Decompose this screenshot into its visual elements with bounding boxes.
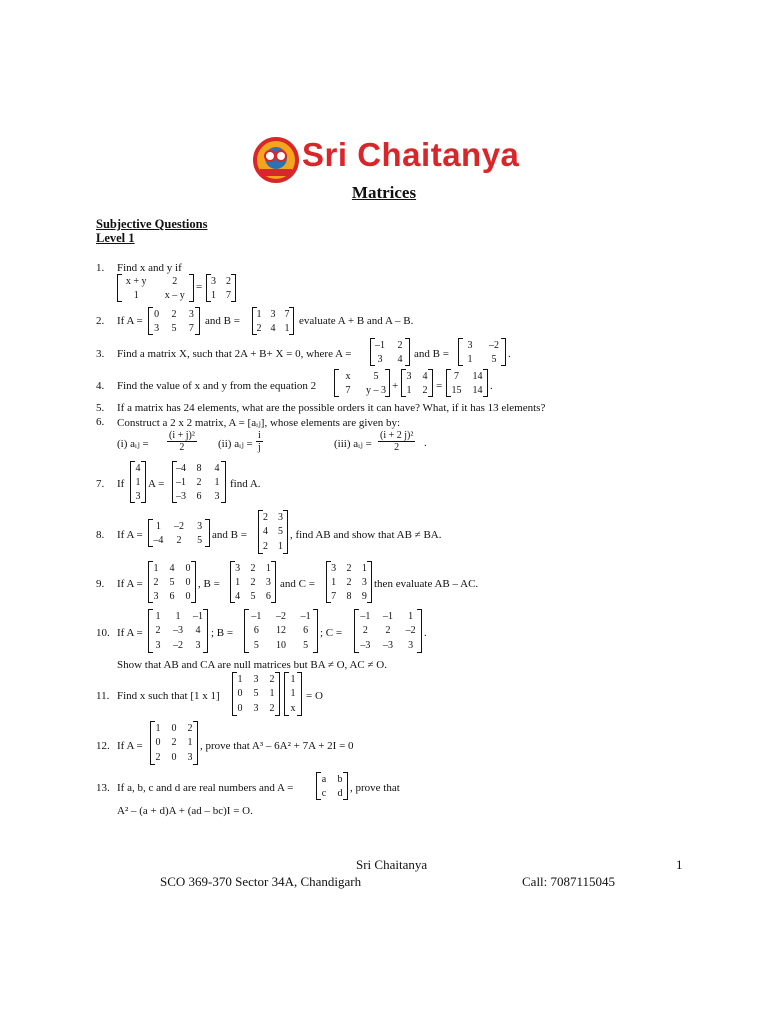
matrix-cell: 2 [263,541,268,553]
matrix-cell: 7 [331,590,337,602]
footer-brand: Sri Chaitanya [356,857,428,872]
matrix-cell: 7 [345,384,351,396]
q10-matrix-a [148,609,208,653]
matrix-cell: 6 [253,625,259,637]
q6-text: Construct a 2 x 2 matrix, A = [aᵢⱼ], whose elements are given by: [117,417,401,429]
q4-matrix-c [446,369,488,397]
matrix-cell: 2 [155,752,161,764]
matrix-cell: 6 [303,625,309,637]
matrix-cell: 2 [422,384,428,396]
matrix-cell: 1 [133,289,139,301]
q9-matrix-c [326,561,372,603]
matrix-cell: 2 [263,511,268,523]
matrix-cell: 5 [171,322,177,334]
matrix-cell: –3 [360,640,371,652]
matrix-cell: 2 [172,275,178,287]
q4-text-end: . [490,380,493,392]
q11-text-pre: Find x such that [1 x 1] [117,690,220,702]
matrix-cell: b [337,773,343,785]
q2-matrix-a [148,307,200,335]
matrix-cell: x [290,703,296,715]
q1-number: 1. [96,262,105,274]
matrix-cell: 0 [237,703,243,715]
brand-emblem-icon [252,136,300,184]
q6-part-i: (i) aᵢⱼ = [117,438,149,450]
q2-matrix-b [252,307,294,335]
matrix-cell: –1 [176,476,186,488]
matrix-cell: 2 [171,737,177,749]
matrix-cell: 3 [265,576,271,588]
matrix-cell: –4 [153,534,164,546]
q9-text-mid1: , B = [198,578,220,590]
matrix-cell: 4 [397,353,403,365]
matrix-cell: 2 [226,275,231,287]
matrix-cell: 0 [154,308,160,320]
matrix-cell: 7 [454,370,459,382]
matrix-cell: 6 [169,590,175,602]
matrix-cell: 5 [278,526,283,538]
matrix-cell: 5 [197,534,203,546]
q9-text-post: then evaluate AB – AC. [374,578,479,590]
matrix-cell: 3 [195,640,201,652]
matrix-cell: 2 [385,625,391,637]
q11-matrix-b [284,672,302,716]
matrix-cell: 7 [226,289,231,301]
matrix-cell: 2 [269,703,275,715]
q10-text-mid1: ; B = [211,627,234,639]
matrix-cell: 5 [253,640,259,652]
matrix-cell: 2 [196,476,202,488]
matrix-cell: 1 [467,353,473,365]
q6-part-i-fraction [167,430,197,453]
matrix-cell: 2 [179,442,185,453]
matrix-cell: 3 [135,490,141,502]
q9-matrix-a [148,561,196,603]
matrix-cell: –2 [275,610,286,622]
matrix-cell: 8 [196,462,202,474]
matrix-cell: 1 [361,562,367,574]
matrix-cell: 1 [237,673,243,685]
q11-matrix-a [232,672,280,716]
q2-text-pre: If A = [117,315,143,327]
q6-part-ii-fraction [256,430,263,453]
q13-text-line2: A² – (a + d)A + (ad – bc)I = O. [117,805,253,817]
q13-matrix-a [316,772,348,800]
q3-number: 3. [96,348,105,360]
page-title: Matrices [351,183,417,202]
q6-number: 6. [96,416,105,428]
matrix-cell: 1 [155,610,161,622]
matrix-cell: i [258,430,261,441]
matrix-cell: 3 [253,673,259,685]
q6-part-iii-fraction [378,430,415,453]
matrix-cell: 1 [214,476,220,488]
matrix-cell: 3 [235,562,241,574]
matrix-cell: 4 [214,462,220,474]
q10-text-end: . [424,627,427,639]
matrix-cell: 5 [253,688,259,700]
matrix-cell: 1 [269,688,275,700]
matrix-cell: 1 [153,562,159,574]
matrix-cell: 4 [422,370,428,382]
q9-number: 9. [96,578,105,590]
q5-text: If a matrix has 24 elements, what are the possible orders it can have? What, if it has 13 elements? [117,402,546,414]
matrix-cell: 10 [275,640,286,652]
matrix-cell: 3 [155,640,161,652]
matrix-cell: 1 [284,322,290,334]
subheading: Subjective Questions [96,217,208,231]
q9-text-mid2: and C = [280,578,315,590]
matrix-cell: 0 [185,562,191,574]
q6-part-iii: (iii) aᵢⱼ = [334,438,372,450]
q7-text-mid: A = [148,478,165,490]
matrix-cell: 5 [169,576,175,588]
matrix-cell: –1 [251,610,262,622]
matrix-cell: 12 [275,625,286,637]
q8-text-mid: and B = [212,529,247,541]
q2-text-post: evaluate A + B and A – B. [299,315,414,327]
matrix-cell: –1 [193,610,203,622]
footer-phone: Call: 7087115045 [522,874,616,889]
q10-number: 10. [96,627,110,639]
q10-text-mid2: ; C = [320,627,343,639]
q9-text-pre: If A = [117,578,143,590]
q3-text-end: . [508,348,511,360]
q7-matrix-a [130,461,146,503]
matrix-cell: 1 [278,541,283,553]
matrix-cell: –4 [176,462,186,474]
q11-text-post: = O [306,690,323,702]
matrix-cell: 3 [377,353,383,365]
matrix-cell: 0 [171,752,177,764]
q10-text-pre: If A = [117,627,143,639]
matrix-cell: 1 [265,562,271,574]
matrix-cell: 2 [176,534,182,546]
matrix-cell: 3 [214,490,220,502]
matrix-cell: –1 [360,610,371,622]
matrix-cell: 3 [278,511,283,523]
matrix-cell: 4 [263,526,268,538]
matrix-cell: j [258,442,261,453]
q2-text-mid: and B = [205,315,240,327]
matrix-cell: 14 [472,384,483,396]
matrix-cell: 7 [284,308,290,320]
q13-text-pre: If a, b, c and d are real numbers and A = [117,782,294,794]
matrix-cell: 2 [250,576,256,588]
matrix-cell: 14 [472,370,483,382]
matrix-cell: 1 [406,384,412,396]
q5-number: 5. [96,402,105,414]
q1-text: Find x and y if [117,262,182,274]
q12-text-post: , prove that A³ – 6A² + 7A + 2I = 0 [200,740,354,752]
matrix-cell: 2 [362,625,368,637]
matrix-cell: 5 [250,590,256,602]
q10-matrix-b [244,609,318,653]
matrix-cell: 3 [406,370,412,382]
level-heading: Level 1 [96,231,135,245]
q13-text-post: , prove that [350,782,400,794]
q7-number: 7. [96,478,105,490]
matrix-cell: 1 [235,576,241,588]
q4-plus: + [392,380,399,392]
matrix-cell: 3 [270,308,276,320]
brand-name: Sri Chaitanya [302,136,520,173]
q2-number: 2. [96,315,105,327]
matrix-cell: 3 [408,640,414,652]
matrix-cell: 3 [211,275,216,287]
matrix-cell: –2 [405,625,416,637]
q6-text-end: . [424,437,427,449]
matrix-cell: 1 [175,610,181,622]
matrix-cell: –2 [173,640,183,652]
matrix-cell: 4 [135,462,141,474]
matrix-cell: 0 [185,576,191,588]
matrix-cell: 5 [491,353,497,365]
matrix-cell: 15 [451,384,462,396]
matrix-cell: 0 [237,688,243,700]
matrix-cell: 1 [187,737,193,749]
matrix-cell: 4 [195,625,201,637]
q4-matrix-a [334,369,390,397]
matrix-cell: 1 [155,722,161,734]
matrix-cell: y – 3 [366,384,386,396]
matrix-cell: –3 [173,625,183,637]
matrix-cell: 5 [373,370,379,382]
matrix-cell: d [337,787,343,799]
footer-address: SCO 369-370 Sector 34A, Chandigarh [160,874,362,889]
q8-number: 8. [96,529,105,541]
matrix-cell: a [321,773,327,785]
matrix-cell: –3 [176,490,186,502]
q13-number: 13. [96,782,110,794]
matrix-cell: 2 [250,562,256,574]
q3-matrix-a [370,338,410,366]
q4-number: 4. [96,380,105,392]
matrix-cell: 1 [211,289,216,301]
q1-matrix-b [206,274,236,302]
q12-matrix-a [150,721,198,765]
q8-matrix-b [258,510,288,554]
q1-matrix-a [117,274,194,302]
matrix-cell: 8 [346,590,352,602]
q8-matrix-a [148,519,210,547]
q12-number: 12. [96,740,110,752]
matrix-cell: 4 [169,562,175,574]
matrix-cell: 7 [188,322,194,334]
matrix-cell: 1 [290,688,296,700]
matrix-cell: 3 [361,576,367,588]
matrix-cell: 2 [171,308,177,320]
matrix-cell: 3 [188,308,194,320]
q11-number: 11. [96,690,110,702]
matrix-cell: 1 [331,576,337,588]
matrix-cell: –1 [300,610,311,622]
math-symbol: = [196,281,203,293]
matrix-cell: x + y [125,275,147,287]
matrix-cell: 2 [155,625,161,637]
matrix-cell: 3 [253,703,259,715]
matrix-cell: 3 [467,339,473,351]
matrix-cell: 2 [346,576,352,588]
matrix-cell: 6 [196,490,202,502]
matrix-cell: 1 [155,520,161,532]
brand-logo [252,134,542,186]
matrix-cell: 9 [361,590,367,602]
matrix-cell: –1 [375,339,385,351]
matrix-cell: x – y [164,289,185,301]
matrix-cell: 3 [187,752,193,764]
q8-text-post: , find AB and show that AB ≠ BA. [290,529,442,541]
q4-matrix-b [401,369,433,397]
matrix-cell: 1 [256,308,262,320]
q3-matrix-b [458,338,506,366]
q7-text-pre: If [117,478,125,490]
matrix-cell: 2 [394,442,400,453]
matrix-cell: x [345,370,351,382]
matrix-cell: 1 [135,476,141,488]
matrix-cell: 0 [155,737,161,749]
matrix-cell: 4 [270,322,276,334]
matrix-cell: –2 [173,520,184,532]
matrix-cell: 2 [397,339,403,351]
matrix-cell: 2 [269,673,275,685]
q3-text-mid: and B = [414,348,449,360]
q9-matrix-b [230,561,276,603]
matrix-cell: 0 [185,590,191,602]
matrix-cell: 5 [303,640,309,652]
matrix-cell: 0 [171,722,177,734]
matrix-cell: 2 [187,722,193,734]
matrix-cell: 2 [256,322,262,334]
q3-text-pre: Find a matrix X, such that 2A + B+ X = 0, where A = [117,348,352,360]
matrix-cell: –3 [382,640,393,652]
matrix-cell: 1 [290,673,296,685]
matrix-cell: (i + 2 j)² [380,430,414,441]
matrix-cell: (i + j)² [169,430,195,441]
matrix-cell: 3 [154,322,160,334]
matrix-cell: –2 [489,339,499,351]
matrix-cell: 2 [346,562,352,574]
q10-text-line2: Show that AB and CA are null matrices but BA ≠ O, AC ≠ O. [117,659,387,671]
matrix-cell: 1 [408,610,414,622]
matrix-cell: –1 [382,610,393,622]
q7-matrix-b [172,461,226,503]
q10-matrix-c [354,609,422,653]
footer-page-number: 1 [676,857,683,872]
matrix-cell: 3 [153,590,159,602]
q12-text-pre: If A = [117,740,143,752]
q4-text-pre: Find the value of x and y from the equation 2 [117,380,317,392]
matrix-cell: 6 [265,590,271,602]
q6-part-ii: (ii) aᵢⱼ = [218,438,253,450]
matrix-cell: 3 [197,520,203,532]
matrix-cell: 2 [153,576,159,588]
matrix-cell: 3 [331,562,337,574]
q8-text-pre: If A = [117,529,143,541]
matrix-cell: c [321,787,327,799]
matrix-cell: 4 [235,590,241,602]
q7-text-post: find A. [230,478,261,490]
q4-equals: = [436,380,443,392]
